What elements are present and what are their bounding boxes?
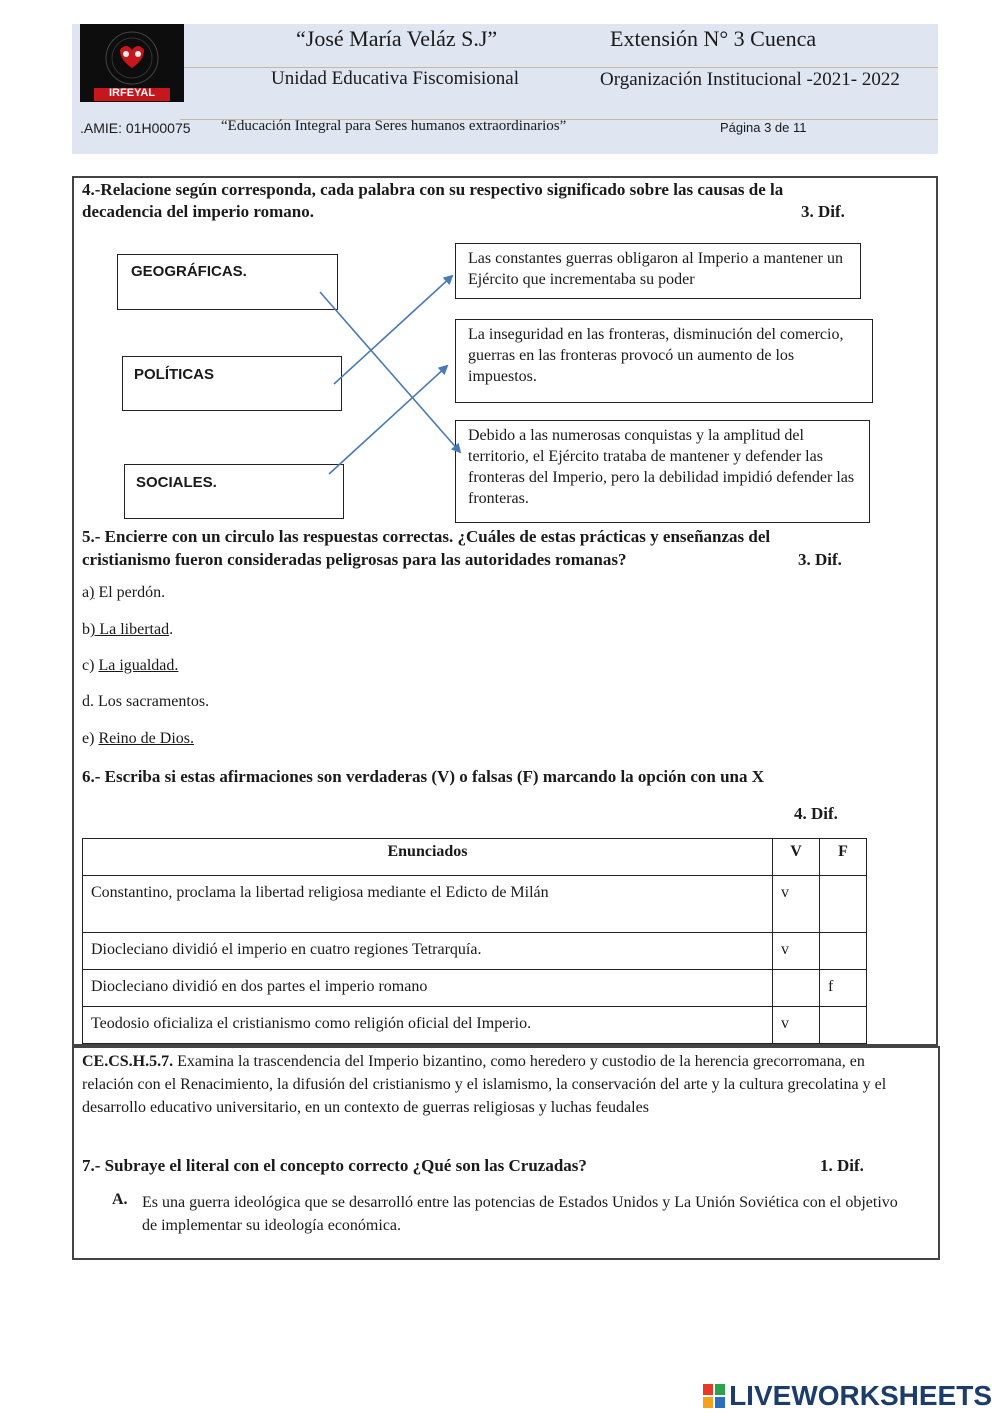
definition-3[interactable]: Debido a las numerosas conquistas y la amplitud del territorio, el Ejército trataba de mantener y defender las fronteras del Imperio, pero la debilidad impidió defender las fronteras. [455,420,870,523]
false-cell[interactable]: f [820,970,867,1007]
true-cell[interactable]: v [773,1007,820,1044]
q4-title: 4.-Relacione según corresponda, cada palabra con su respectivo significado sobre las causas de la [82,180,784,199]
school-motto: “Educación Integral para Seres humanos extraordinarios” [221,118,567,134]
organization-label: Organización Institucional -2021- 2022 [600,69,900,90]
statement-cell: Teodosio oficializa el cristianismo como religión oficial del Imperio. [83,1007,773,1044]
criterion-code: CE.CS.H.5.7. [82,1053,174,1070]
term-label: SOCIALES. [136,474,217,491]
watermark-text: LIVEWORKSHEETS [729,1380,992,1411]
q4-title-line2: decadencia del imperio romano. [82,202,314,221]
option-mark: Reino de Dios. [98,730,194,747]
q7-score: 1. Dif. [820,1156,864,1175]
table-row [83,933,867,970]
school-name: “José María Veláz S.J” [296,26,498,51]
q4-score: 3. Dif. [801,202,845,221]
true-cell[interactable]: v [773,933,820,970]
match-line-geograficas[interactable] [320,292,460,452]
unit-label: Unidad Educativa Fiscomisional [271,68,520,89]
q7-title: 7.- Subraye el literal con el concepto correcto ¿Qué son las Cruzadas? [82,1156,587,1175]
option-prefix: d. Los sacramentos. [82,693,210,710]
option-prefix: e) [82,730,99,747]
statement-cell: Diocleciano dividió el imperio en cuatro regiones Tetrarquía. [83,933,773,970]
term-label: POLÍTICAS [134,366,215,383]
q6-title: 6.- Escriba si estas afirmaciones son verdaderas (V) o falsas (F) marcando la opción con una X [82,767,765,786]
table-row [83,876,867,933]
false-cell[interactable] [820,933,867,970]
option-prefix: b [82,621,90,638]
false-cell[interactable] [820,1007,867,1044]
option-mark: La igualdad. [98,657,179,674]
true-false-table [82,838,867,1044]
option-mark: ) La libertad [90,621,170,638]
extension-label: Extensión N° 3 Cuenca [610,26,817,51]
header-false: F [820,839,867,876]
header-statements: Enunciados [83,839,773,876]
definition-2[interactable]: La inseguridad en las fronteras, disminución del comercio, guerras en las fronteras provocó un aumento de los impuestos. [455,319,873,403]
page-number: Página 3 de 11 [720,120,807,135]
q5-score: 3. Dif. [798,550,842,569]
amie-code: .AMIE: 01H00075 [80,120,191,136]
match-line-politicas[interactable] [334,276,452,384]
definition-1[interactable]: Las constantes guerras obligaron al Imperio a mantener un Ejército que incrementaba su poder [455,243,861,299]
header-true: V [773,839,820,876]
statement-cell: Diocleciano dividió en dos partes el imperio romano [83,970,773,1007]
option-b[interactable] [82,621,173,639]
criterion-text: Examina la trascendencia del Imperio bizantino, como heredero y custodio de la herencia grecorromana, en relación con el Renacimiento, la difusión del cristianismo y el islamismo, la conservación del arte y la cultura grecolatina y el desarrollo educativo universitario, en un contexto de guerras religiosas y luchas feudales [82,1053,887,1116]
option-e[interactable] [82,730,194,748]
q5-title: 5.- Encierre con un circulo las respuestas correctas. ¿Cuáles de estas prácticas y enseñanzas del [82,527,771,546]
option-d[interactable] [82,693,209,711]
liveworksheets-watermark [703,1380,992,1412]
evaluation-criterion [82,1050,914,1119]
q6-score: 4. Dif. [794,804,838,823]
option-mark: ) [89,584,95,601]
q7-option-a-label: A. [112,1191,128,1208]
option-text: El perdón. [94,584,166,601]
table-row [83,970,867,1007]
true-cell[interactable] [773,970,820,1007]
liveworksheets-logo-icon [703,1384,725,1408]
option-a[interactable] [82,584,165,602]
statement-cell: Constantino, proclama la libertad religiosa mediante el Edicto de Milán [83,876,773,933]
option-prefix: a [82,584,90,601]
table-header-row [83,839,867,876]
term-label: GEOGRÁFICAS. [131,263,247,280]
table-row [83,1007,867,1044]
matching-lines [0,0,1000,600]
q7-option-a[interactable]: Es una guerra ideológica que se desarrolló entre las potencias de Estados Unidos y La Unión Soviética con el objetivo de implementar su ideología económica. [142,1194,898,1234]
match-line-sociales[interactable] [329,366,447,474]
option-c[interactable] [82,657,178,675]
option-text: . [169,621,174,638]
q5-title-line2: cristianismo fueron consideradas peligrosas para las autoridades romanas? [82,550,627,569]
option-prefix: c) [82,657,99,674]
true-cell[interactable]: v [773,876,820,933]
false-cell[interactable] [820,876,867,933]
logo-text: IRFEYAL [108,87,156,99]
